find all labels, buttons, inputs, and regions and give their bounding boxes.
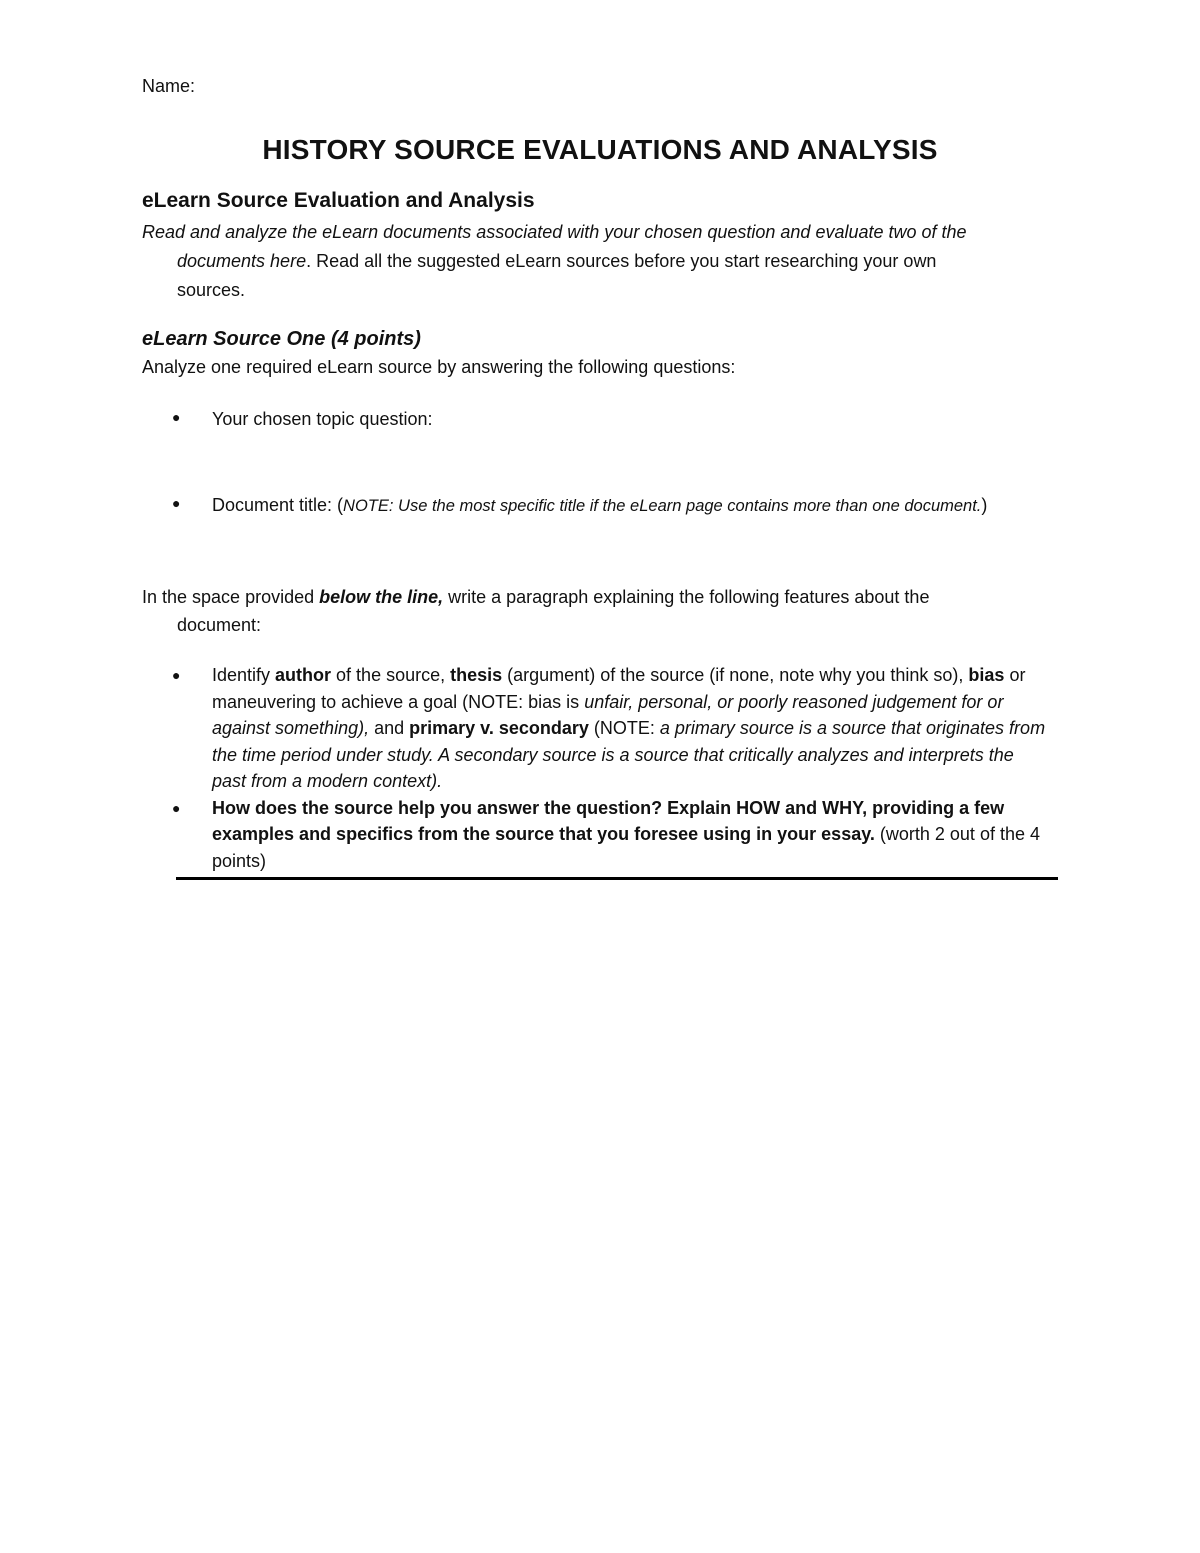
document-title-note: NOTE: Use the most specific title if the eLearn page contains more than one document. [343, 497, 982, 515]
bullet-icon: ● [172, 799, 181, 816]
section-heading: eLearn Source Evaluation and Analysis [142, 189, 535, 212]
name-label: Name: [142, 76, 196, 96]
points-note: (worth 2 out of the 4 points) [212, 824, 1040, 871]
bullet-icon: ● [172, 409, 181, 425]
source-one-heading: eLearn Source One (4 points) [142, 328, 421, 350]
help-question-bold: How does the source help you answer the question? Explain HOW and WHY, providing a few examples and specifics from the source that you foresee using in your essay. [212, 797, 1005, 844]
intro-italic-line1: Read and analyze the eLearn documents associated with your chosen question and evaluate two of the [142, 222, 967, 242]
document-title: HISTORY SOURCE EVALUATIONS AND ANALYSIS [262, 134, 938, 165]
bullet-icon: ● [172, 667, 181, 683]
list-item [172, 795, 1052, 875]
intro-italic-line2: documents here [177, 251, 307, 271]
features-list [172, 662, 1052, 874]
intro-plain-line3: sources. [177, 280, 246, 300]
list-item: ● Identify author of the source, thesis (argument) of the source (if none, note why you think so), bias or maneuvering to achieve a goal (NOTE: bias is unfair, personal, or poorly reasoned judgement for or against something), and primary v. secondary (NOTE: a primary source is a source that originates from the time period under study. A secondary source is a source that critically analyzes and interprets the past from a modern context). [172, 662, 1052, 795]
answer-divider-line [176, 877, 1058, 880]
topic-question-label: Your chosen topic question: [212, 409, 433, 429]
source-one-instruction: Analyze one required eLearn source by answering the following questions: [142, 357, 736, 377]
instruction-paragraph: In the space provided below the line, write a paragraph explaining the following features about the document: [142, 587, 930, 635]
below-the-line-emphasis: below the line, [319, 587, 444, 607]
intro-paragraph [142, 218, 1042, 305]
document-title-label: Document title: (NOTE: Use the most specific title if the eLearn page contains more than one document.) [212, 495, 988, 515]
bullet-icon: ● [172, 495, 181, 511]
intro-plain-line2: . Read all the suggested eLearn sources before you start researching your own [306, 251, 937, 271]
